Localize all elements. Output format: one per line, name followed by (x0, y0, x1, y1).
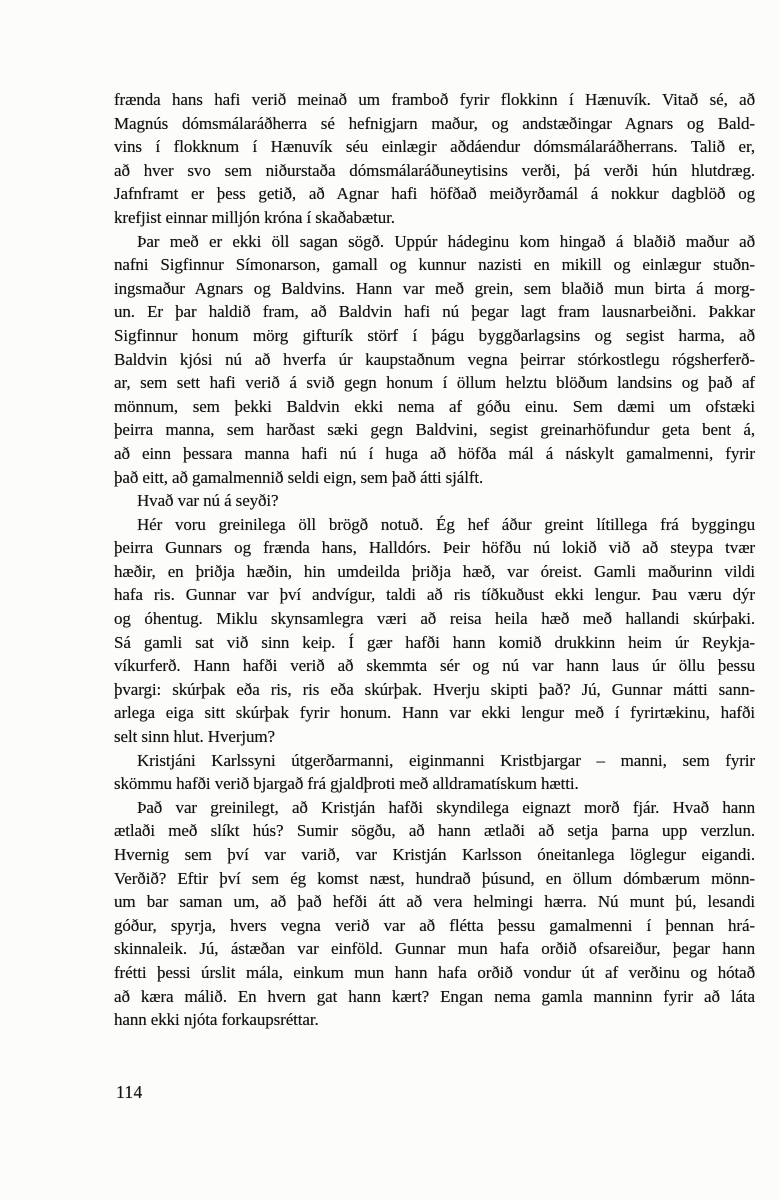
text-line: ingsmaður Agnars og Baldvins. Hann var með grein, sem blaðið mun birta á morg- (114, 278, 755, 298)
text-line: Þar með er ekki öll sagan sögð. Uppúr hádeginu kom hingað á blaðið maður að (137, 231, 755, 251)
text-line: hæðir, en þriðja hæðin, hin umdeilda þriðja hæð, var óreist. Gamli maðurinn vildi (114, 561, 755, 581)
text-line: Hvað var nú á seyði? (137, 491, 279, 511)
text-line: un. Er þar haldið fram, að Baldvin hafi nú þegar lagt fram lausnarbeiðni. Þakkar (114, 302, 755, 322)
text-line: þvargi: skúrþak eða ris, ris eða skúrþak. Hverju skipti það? Jú, Gunnar mátti sann- (114, 679, 755, 699)
text-line: skinnaleik. Jú, ástæðan var einföld. Gunnar mun hafa orðið ofsareiður, þegar hann (114, 939, 755, 959)
text-line: Það var greinilegt, að Kristján hafði skyndilega eignazt morð fjár. Hvað hann (137, 797, 755, 817)
text-line: að kæra málið. En hvern gat hann kært? Engan nema gamla manninn fyrir að láta (114, 986, 755, 1006)
paragraph (114, 230, 755, 490)
text-line: Kristjáni Karlssyni útgerðarmanni, eiginmanni Kristbjargar – manni, sem fyrir (137, 750, 755, 770)
paragraph (114, 88, 755, 230)
text-line: að einn þessara manna hafi nú í huga að höfða mál á náskylt gamalmenni, fyrir (114, 443, 755, 463)
text-line: Hvernig sem því var varið, var Kristján Karlsson óneitanlega löglegur eigandi. (114, 845, 755, 864)
text-line: ætlaði með slíkt hús? Sumir sögðu, að hann ætlaði að setja þarna upp verzlun. (114, 821, 755, 841)
text-line: Sá gamli sat við sinn keip. Í gær hafði hann komið drukkinn heim úr Reykja- (114, 632, 755, 652)
text-line: að hver svo sem niðurstaða dómsmálaráðuneytisins verði, þá verði hún hlutdræg. (114, 160, 755, 180)
text-line: Hér voru greinilega öll brögð notuð. Ég hef áður greint lítillega frá byggingu (137, 514, 755, 534)
text-line: Baldvin kjósi nú að hverfa úr kaupstaðnum vegna þeirrar stórkostlegu rógsherferð- (114, 349, 755, 369)
paragraph (114, 489, 755, 513)
text-line: vins í flokknum í Hænuvík séu einlægir aðdáendur dómsmálaráðherrans. Talið er, (114, 137, 755, 157)
text-line: Magnús dómsmálaráðherra sé hefnigjarn maður, og andstæðingar Agnars og Bald- (114, 113, 755, 133)
text-line: þeirra Gunnars og frænda hans, Halldórs. Þeir höfðu nú lokið við að steypa tvær (114, 538, 755, 558)
text-line: Sigfinnur honum mörg gifturík störf í þágu byggðarlagsins og segist harma, að (114, 325, 755, 345)
page-number: 114 (116, 1082, 143, 1102)
text-line: selt sinn hlut. Hverjum? (114, 727, 275, 747)
text-line: frænda hans hafi verið meinað um framboð fyrir flokkinn í Hænuvík. Vitað sé, að (114, 90, 755, 109)
paragraph (114, 796, 755, 1032)
text-line: Verðið? Eftir því sem ég komst næst, hundrað þúsund, en öllum dómbærum mönn- (114, 868, 755, 888)
text-line: og óhentug. Miklu skynsamlegra væri að reisa heila hæð með hallandi skúrþaki. (114, 609, 755, 629)
text-line: skömmu hafði verið bjargað frá gjaldþroti með alldramatískum hætti. (114, 774, 579, 794)
text-line: um bar saman um, að það hefði átt að vera helmingi hærra. Nú munt þú, lesandi (114, 892, 755, 912)
text-line: nafni Sigfinnur Símonarson, gamall og kunnur nazisti en mikill og einlægur stuðn- (114, 255, 755, 275)
text-line: víkurferð. Hann hafði verið að skemmta sér og nú var hann laus úr öllu þessu (114, 656, 755, 676)
text-line: krefjist einnar milljón króna í skaðabætur. (114, 207, 395, 227)
paragraph (114, 749, 755, 796)
page-text (114, 88, 755, 1032)
text-line: Jafnframt er þess getið, að Agnar hafi höfðað meiðyrðamál á nokkur dagblöð og (114, 184, 755, 204)
text-line: ar, sem sett hafi verið á svið gegn honum í öllum helztu blöðum landsins og það af (114, 373, 755, 393)
paragraph (114, 513, 755, 749)
text-line: góður, spyrja, hvers vegna verið var að flétta þessu gamalmenni í þennan hrá- (114, 915, 755, 935)
text-line: mönnum, sem þekki Baldvin ekki nema af góðu einu. Sem dæmi um ofstæki (114, 396, 755, 416)
text-line: hafa ris. Gunnar var því andvígur, taldi að ris tíðkuðust ekki lengur. Þau væru dýr (114, 585, 755, 605)
text-line: hann ekki njóta forkaupsréttar. (114, 1010, 319, 1030)
text-line: þeirra manna, sem harðast sæki gegn Baldvini, segist greinarhöfundur geta bent á, (114, 420, 755, 440)
text-line: arlega eiga sitt skúrþak fyrir honum. Hann var ekki lengur með í fyrirtækinu, hafði (114, 703, 755, 723)
text-line: það eitt, að gamalmennið seldi eign, sem það átti sjálft. (114, 467, 484, 487)
text-line: frétti þessi úrslit mála, einkum mun hann hafa orðið vondur út af verðinu og hótað (114, 962, 755, 982)
